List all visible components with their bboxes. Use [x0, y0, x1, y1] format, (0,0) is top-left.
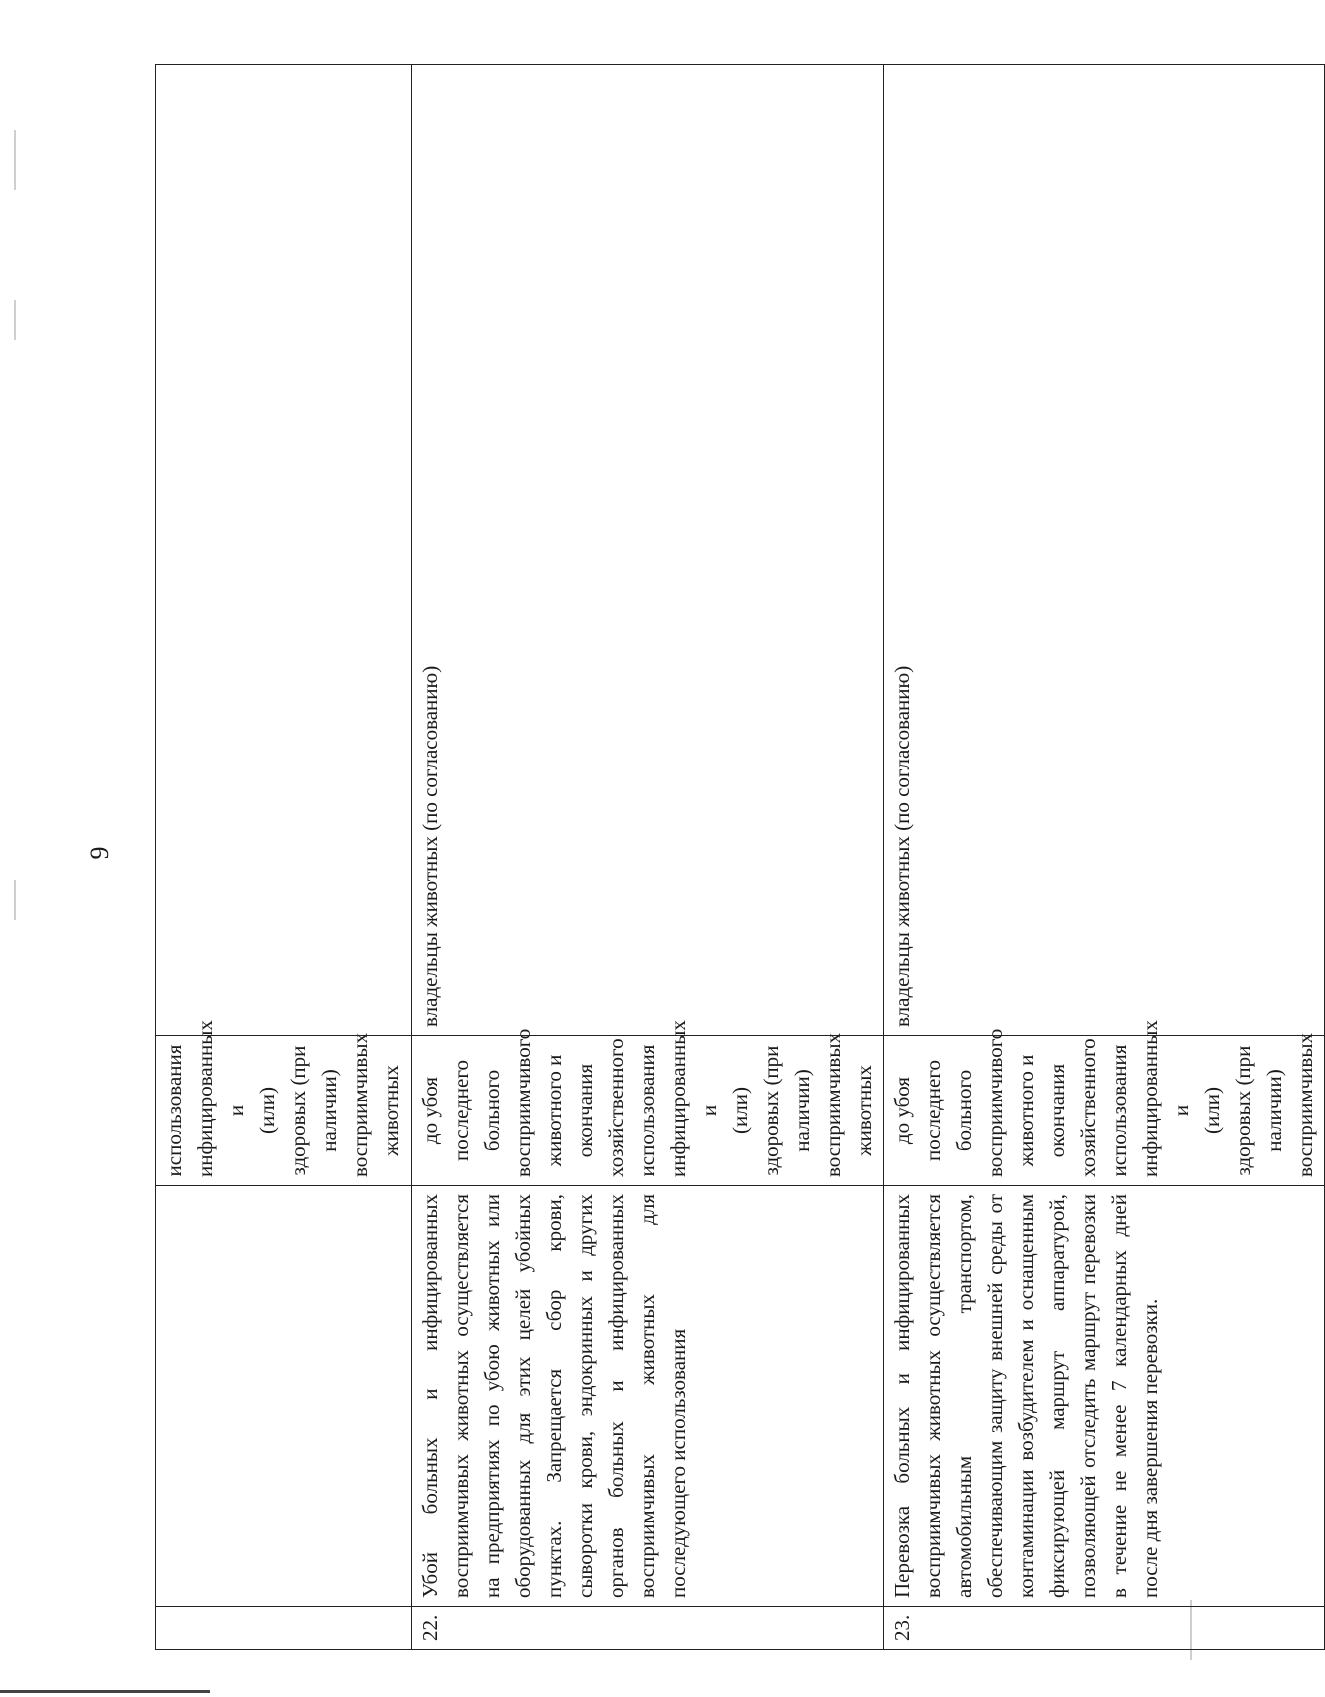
row-number: 22.: [412, 1607, 884, 1650]
term-line: наличии): [1262, 1069, 1286, 1152]
term-line: животного и: [542, 1054, 566, 1167]
term-line: (или) здоровых (при: [255, 1045, 310, 1176]
scan-edge-line: [0, 1690, 210, 1693]
term-line: до убоя последнего: [418, 1060, 473, 1161]
term-line: использования: [162, 1044, 186, 1177]
term-line: использования: [1107, 1044, 1131, 1177]
left-edge-mark: [14, 130, 16, 190]
term-line: животных: [379, 1065, 403, 1156]
term-line: животного и: [1014, 1054, 1038, 1167]
measure-cell: [156, 1186, 412, 1607]
table-row: [884, 65, 1325, 1650]
term-cell: [884, 1020, 1325, 1186]
term-line: наличии): [317, 1069, 341, 1152]
term-line: наличии): [790, 1069, 814, 1152]
number-cell: [156, 1607, 412, 1650]
term-cell: [412, 1020, 884, 1186]
term-line: инфицированных и: [1138, 1020, 1193, 1177]
page-number: 9: [85, 846, 114, 860]
table-row: [412, 65, 884, 1650]
measure-text: Убой больных и инфицированных восприимчивых животных осуществляется на предприятиях по убою животных или оборудованных для этих целей убойных пунктах. Запрещается сбор крови, сыворотки крови, эндокринных и других органов больных и инфицированных восприимчивых животных для последующего использования: [412, 1186, 884, 1607]
term-line: восприимчивого: [511, 1028, 535, 1177]
term-line: окончания: [1045, 1063, 1069, 1158]
term-line: восприимчивого: [983, 1028, 1007, 1177]
measures-table: [155, 64, 1325, 1650]
responsible-text: владельцы животных (по согласованию): [884, 65, 1325, 1036]
term-line: хозяйственного: [1076, 1038, 1100, 1177]
term-line: восприимчивых: [348, 1033, 372, 1177]
responsible-text: владельцы животных (по согласованию): [412, 65, 884, 1036]
left-edge-mark: [14, 880, 16, 920]
term-line: хозяйственного: [604, 1038, 628, 1177]
term-line: восприимчивых: [1293, 1033, 1317, 1177]
term-line: до убоя последнего: [890, 1060, 945, 1161]
rotated-table-wrapper: [155, 65, 1317, 1650]
row-number: 23.: [884, 1607, 1325, 1650]
term-line: восприимчивых: [821, 1033, 845, 1177]
term-cell: [156, 1020, 412, 1186]
term-line: больного: [952, 1069, 976, 1152]
table-row-continuation: [156, 65, 412, 1650]
term-line: инфицированных и: [193, 1020, 248, 1177]
responsible-cell: [156, 65, 412, 1036]
term-line: больного: [480, 1069, 504, 1152]
term-line: инфицированных и: [666, 1020, 721, 1177]
term-line: (или) здоровых (при: [728, 1045, 783, 1176]
measure-text: Перевозка больных и инфицированных восприимчивых животных осуществляется автомобильным транспортом, обеспечивающим защиту внешней среды от контаминации возбудителем и оснащенным фиксирующей маршрут аппаратурой, позволяющей отследить маршрут перевозки в течение не менее 7 календарных дней после дня завершения перевозки.: [884, 1186, 1325, 1607]
term-line: использования: [635, 1044, 659, 1177]
term-line: животных: [852, 1065, 876, 1156]
term-line: окончания: [573, 1063, 597, 1158]
left-edge-mark: [14, 300, 16, 340]
term-line: (или) здоровых (при: [1200, 1045, 1255, 1176]
